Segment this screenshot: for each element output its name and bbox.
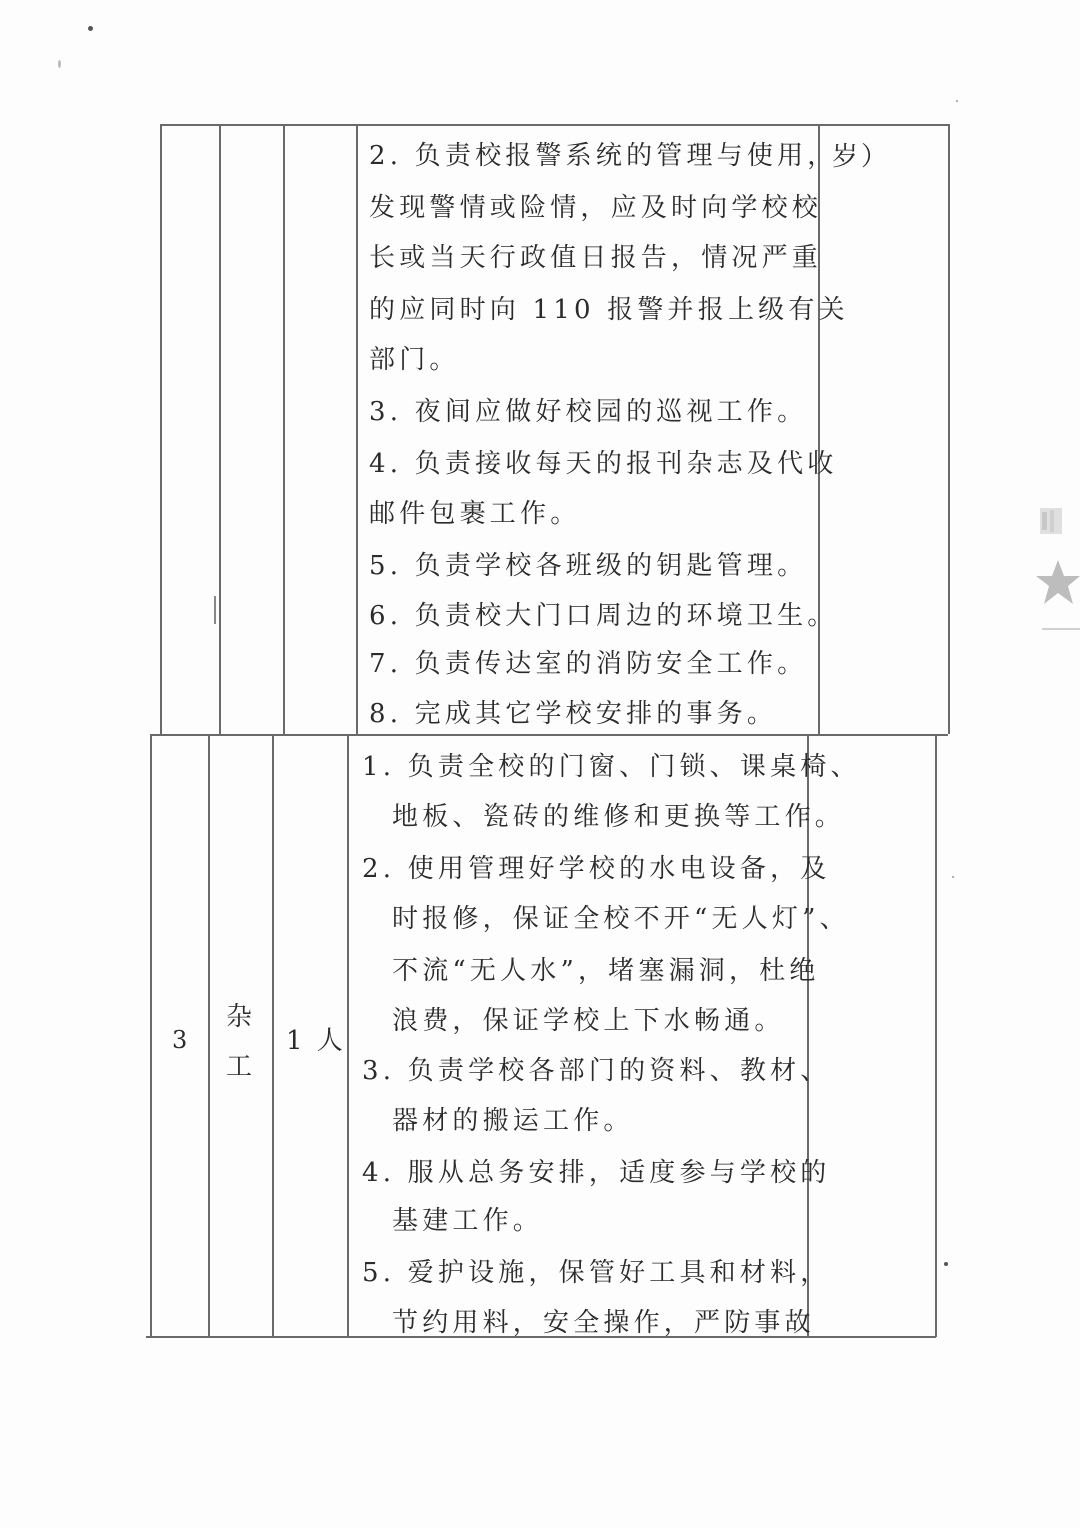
duty-line: 6. 负责校大门口周边的环境卫生。 [369, 601, 838, 631]
table-vline [272, 734, 274, 1337]
duty-line: 1. 负责全校的门窗、门锁、课桌椅、 [362, 752, 861, 782]
remark-cell: 岁） [832, 142, 891, 172]
table-vline [356, 124, 358, 734]
scan-speck [944, 1262, 948, 1266]
seal-fragment-icon [1028, 490, 1080, 640]
table-vline [283, 124, 285, 734]
duty-line: 3. 夜间应做好校园的巡视工作。 [369, 397, 808, 427]
table-vline [219, 124, 221, 734]
scan-speck [956, 100, 958, 102]
table-vline [948, 124, 950, 734]
scan-speck [88, 26, 93, 31]
position-title-line1: 杂 [226, 1002, 256, 1032]
table-vline [160, 124, 162, 734]
duty-line: 8. 完成其它学校安排的事务。 [369, 699, 778, 729]
table-vline [347, 734, 349, 1337]
table-row-divider [150, 734, 948, 736]
position-title-line2: 工 [226, 1052, 256, 1082]
table-border-top [160, 124, 950, 126]
scan-speck [58, 60, 61, 68]
duty-line: 5. 爱护设施，保管好工具和材料， [362, 1258, 831, 1288]
duty-line: 3. 负责学校各部门的资料、教材、 [362, 1056, 831, 1086]
duty-line: 长或当天行政值日报告，情况严重 [369, 243, 823, 273]
duty-line: 不流“无人水”，堵塞漏洞，杜绝 [392, 956, 820, 986]
duty-line: 基建工作。 [392, 1206, 544, 1236]
duty-line: 地板、瓷砖的维修和更换等工作。 [392, 802, 846, 832]
duty-line: 7. 负责传达室的消防安全工作。 [369, 649, 808, 679]
duty-line: 时报修，保证全校不开“无人灯”、 [392, 904, 850, 934]
headcount: 1 人 [286, 1026, 346, 1056]
duty-line: 部门。 [369, 345, 460, 375]
duty-line: 5. 负责学校各班级的钥匙管理。 [369, 551, 808, 581]
table-vline [150, 734, 152, 1337]
table-vline [935, 734, 937, 1337]
duty-line: 2. 使用管理好学校的水电设备，及 [362, 854, 831, 884]
duty-line: 浪费，保证学校上下水畅通。 [392, 1006, 785, 1036]
duty-line: 器材的搬运工作。 [392, 1106, 634, 1136]
duty-line: 4. 服从总务安排，适度参与学校的 [362, 1158, 831, 1188]
table-vline [208, 734, 210, 1337]
row-number: 3 [172, 1026, 188, 1054]
duty-line: 2. 负责校报警系统的管理与使用， [369, 141, 838, 171]
scan-speck [952, 876, 954, 878]
duty-line: 4. 负责接收每天的报刊杂志及代收 [369, 449, 838, 479]
duty-line: 的应同时向 110 报警并报上级有关 [369, 295, 849, 325]
duty-line: 节约用料，安全操作，严防事故 [392, 1308, 815, 1338]
duty-line: 发现警情或险情，应及时向学校校 [369, 193, 823, 223]
duty-line: 邮件包裹工作。 [369, 499, 581, 529]
scan-mark [214, 596, 216, 624]
